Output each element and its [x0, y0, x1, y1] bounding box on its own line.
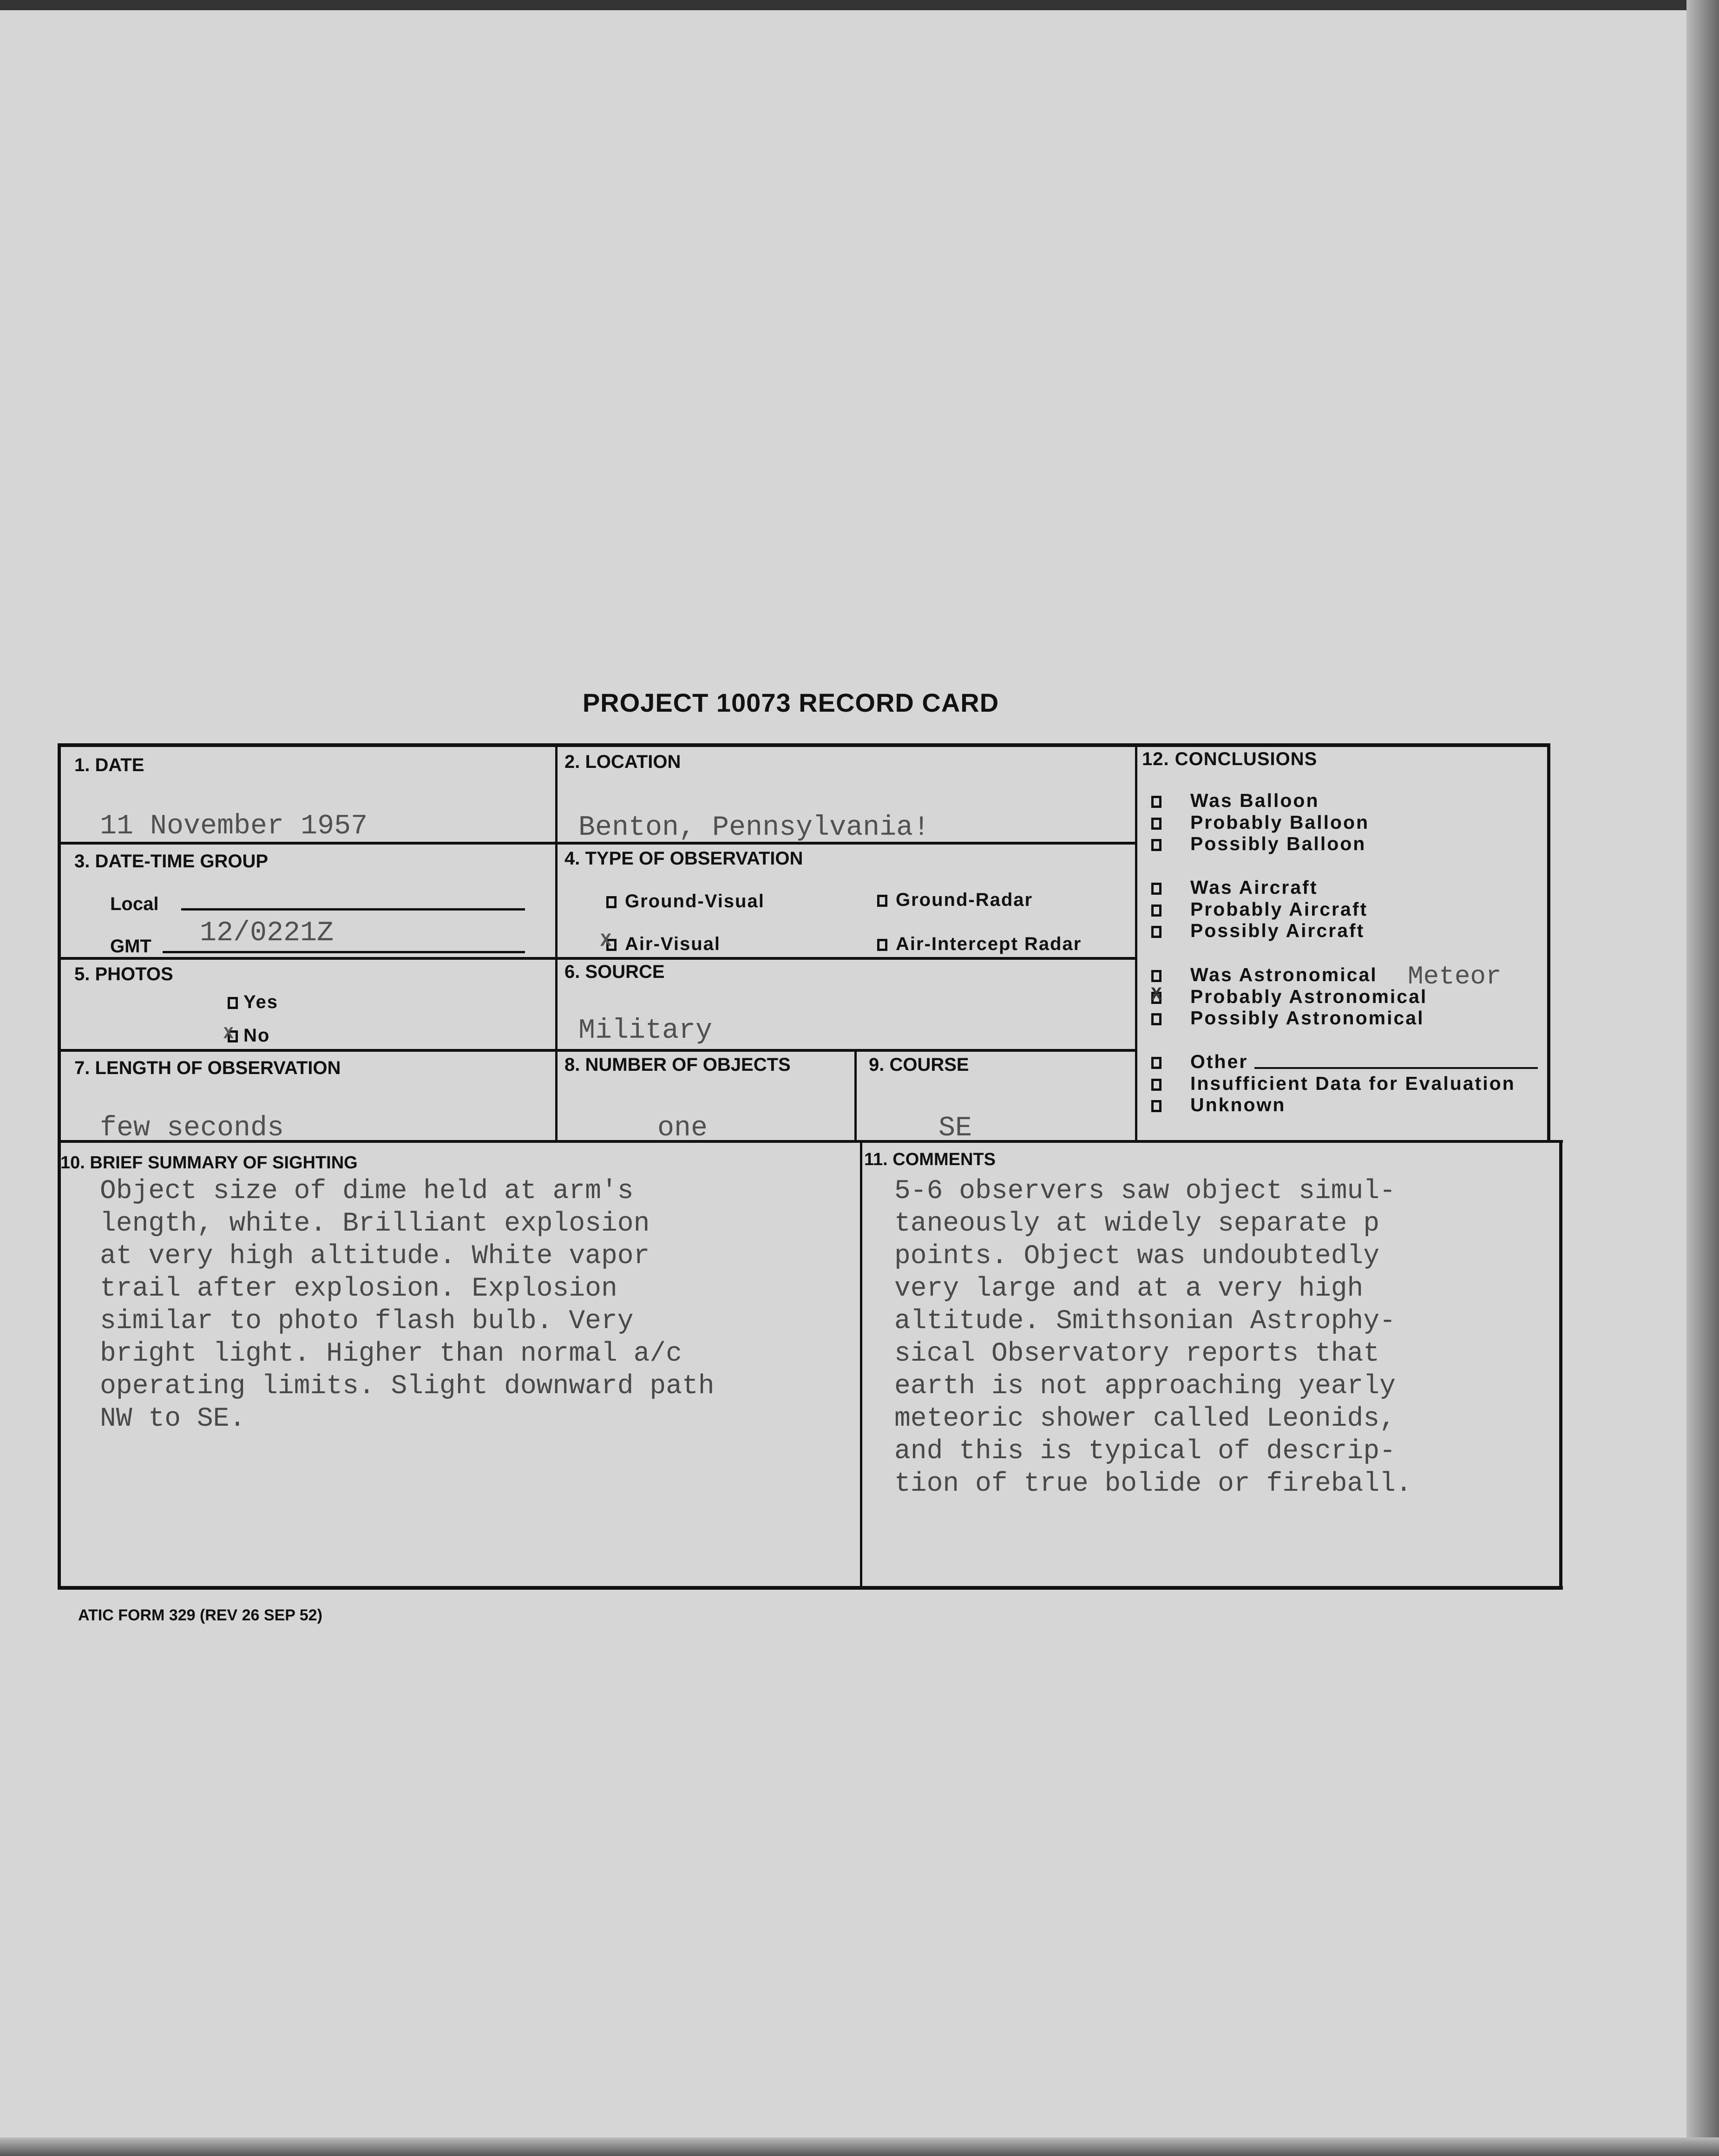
- objects-value[interactable]: one: [657, 1113, 708, 1144]
- text-line: points. Object was undoubtedly: [894, 1241, 1380, 1271]
- checkbox[interactable]: [606, 896, 617, 908]
- text-line: Object size of dime held at arm's: [100, 1176, 634, 1206]
- conclusion-option[interactable]: Was Aircraft: [1151, 877, 1318, 898]
- conclusion-option[interactable]: Unknown: [1151, 1094, 1286, 1116]
- checkbox[interactable]: [228, 997, 238, 1009]
- conclusion-option[interactable]: Possibly Astronomical: [1151, 1007, 1424, 1029]
- type-label: 4. TYPE OF OBSERVATION: [564, 848, 803, 869]
- checkbox[interactable]: [1151, 904, 1161, 917]
- comments-text[interactable]: [894, 1175, 1412, 1501]
- objects-label: 8. NUMBER OF OBJECTS: [564, 1055, 791, 1075]
- source-label: 6. SOURCE: [564, 962, 665, 982]
- conclusion-annotation: Meteor: [1408, 962, 1502, 991]
- summary-text[interactable]: [100, 1175, 715, 1435]
- type-option-ground-visual[interactable]: Ground-Visual: [606, 891, 765, 912]
- checkbox[interactable]: [1151, 796, 1161, 808]
- other-underline: [1254, 1067, 1538, 1069]
- text-line: and this is typical of descrip-: [894, 1436, 1396, 1467]
- gmt-value[interactable]: 12/0221Z: [200, 917, 334, 949]
- text-line: very large and at a very high: [894, 1274, 1364, 1304]
- checkbox[interactable]: [877, 939, 887, 951]
- text-line: altitude. Smithsonian Astrophy-: [894, 1306, 1396, 1337]
- date-value[interactable]: 11 November 1957: [100, 811, 368, 842]
- card-title: PROJECT 10073 RECORD CARD: [582, 688, 999, 717]
- length-label: 7. LENGTH OF OBSERVATION: [74, 1058, 341, 1078]
- checkbox[interactable]: [1151, 1057, 1161, 1069]
- x-mark-icon: X: [1151, 985, 1164, 1006]
- text-line: similar to photo flash bulb. Very: [100, 1306, 634, 1337]
- conclusion-option[interactable]: Possibly Balloon: [1151, 833, 1366, 855]
- length-value[interactable]: few seconds: [100, 1113, 284, 1144]
- checkbox[interactable]: [1151, 1079, 1161, 1091]
- checkbox[interactable]: [1151, 1100, 1161, 1112]
- text-line: taneously at widely separate p: [894, 1209, 1380, 1239]
- photos-label: 5. PHOTOS: [74, 964, 173, 984]
- text-line: tion of true bolide or fireball.: [894, 1469, 1412, 1499]
- card-border-top: [58, 743, 1550, 747]
- comments-label: 11. COMMENTS: [864, 1150, 996, 1169]
- divider-v-10-11: [860, 1141, 862, 1587]
- course-label: 9. COURSE: [869, 1055, 969, 1075]
- conclusion-option[interactable]: Probably Aircraft: [1151, 898, 1368, 920]
- text-line: at very high altitude. White vapor: [100, 1241, 650, 1271]
- checkbox-checked[interactable]: [600, 931, 617, 952]
- location-label: 2. LOCATION: [564, 752, 681, 772]
- scan-border-top: [0, 0, 1719, 10]
- text-line: meteoric shower called Leonids,: [894, 1404, 1396, 1434]
- form-number: ATIC FORM 329 (REV 26 SEP 52): [78, 1606, 322, 1624]
- checkbox[interactable]: [1151, 926, 1161, 938]
- checkbox-checked[interactable]: [223, 1024, 238, 1044]
- checkbox[interactable]: [1151, 818, 1161, 830]
- conclusion-option[interactable]: Was Astronomical: [1151, 964, 1378, 986]
- x-mark-icon: X: [600, 931, 613, 952]
- location-value[interactable]: Benton, Pennsylvania!: [578, 812, 930, 844]
- text-line: bright light. Higher than normal a/c: [100, 1339, 682, 1369]
- text-line: NW to SE.: [100, 1404, 246, 1434]
- type-option-ground-radar[interactable]: Ground-Radar: [877, 890, 1033, 911]
- photos-option-yes[interactable]: Yes: [228, 992, 278, 1013]
- checkbox[interactable]: [1151, 970, 1161, 982]
- conclusion-option[interactable]: X Probably Astronomical: [1151, 985, 1428, 1007]
- text-line: 5-6 observers saw object simul-: [894, 1176, 1396, 1206]
- checkbox[interactable]: [1151, 1013, 1161, 1025]
- divider-v1: [555, 745, 558, 1141]
- dtg-label: 3. DATE-TIME GROUP: [74, 851, 269, 872]
- x-mark-icon: X: [223, 1024, 235, 1044]
- card-border-bottom: [58, 1586, 1563, 1590]
- type-option-air-visual[interactable]: X Air-Visual: [600, 931, 721, 954]
- photos-option-no[interactable]: X No: [223, 1024, 270, 1046]
- scan-border-bottom: [0, 2137, 1719, 2156]
- local-label: Local: [110, 894, 159, 914]
- gmt-underline: [163, 951, 525, 953]
- conclusion-option[interactable]: Probably Balloon: [1151, 812, 1369, 833]
- gmt-label: GMT: [110, 936, 151, 957]
- divider-h2: [58, 957, 1136, 960]
- type-option-air-intercept-radar[interactable]: Air-Intercept Radar: [877, 934, 1082, 955]
- conclusion-option[interactable]: Other: [1151, 1051, 1248, 1073]
- divider-h3: [58, 1049, 1136, 1052]
- conclusions-label: 12. CONCLUSIONS: [1142, 749, 1318, 769]
- text-line: length, white. Brilliant explosion: [100, 1209, 650, 1239]
- card-border-right-upper: [1547, 743, 1550, 1143]
- checkbox[interactable]: [1151, 883, 1161, 895]
- divider-v-8-9: [854, 1051, 857, 1141]
- local-underline: [181, 908, 525, 911]
- date-label: 1. DATE: [74, 755, 144, 775]
- course-value[interactable]: SE: [938, 1113, 972, 1144]
- source-value[interactable]: Military: [578, 1015, 713, 1047]
- text-line: sical Observatory reports that: [894, 1339, 1380, 1369]
- checkbox[interactable]: [1151, 839, 1161, 851]
- conclusion-option[interactable]: Possibly Aircraft: [1151, 920, 1365, 942]
- conclusion-option[interactable]: Was Balloon: [1151, 790, 1319, 812]
- text-line: earth is not approaching yearly: [894, 1371, 1396, 1402]
- checkbox[interactable]: [877, 895, 887, 907]
- text-line: trail after explosion. Explosion: [100, 1274, 617, 1304]
- card-border-right-lower: [1559, 1140, 1562, 1589]
- divider-v-conclusions: [1135, 745, 1137, 1141]
- scan-border-right: [1686, 0, 1719, 2156]
- conclusion-option[interactable]: Insufficient Data for Evaluation: [1151, 1073, 1516, 1094]
- checkbox-checked[interactable]: [1151, 985, 1164, 1006]
- summary-label: 10. BRIEF SUMMARY OF SIGHTING: [60, 1153, 358, 1173]
- text-line: operating limits. Slight downward path: [100, 1371, 715, 1402]
